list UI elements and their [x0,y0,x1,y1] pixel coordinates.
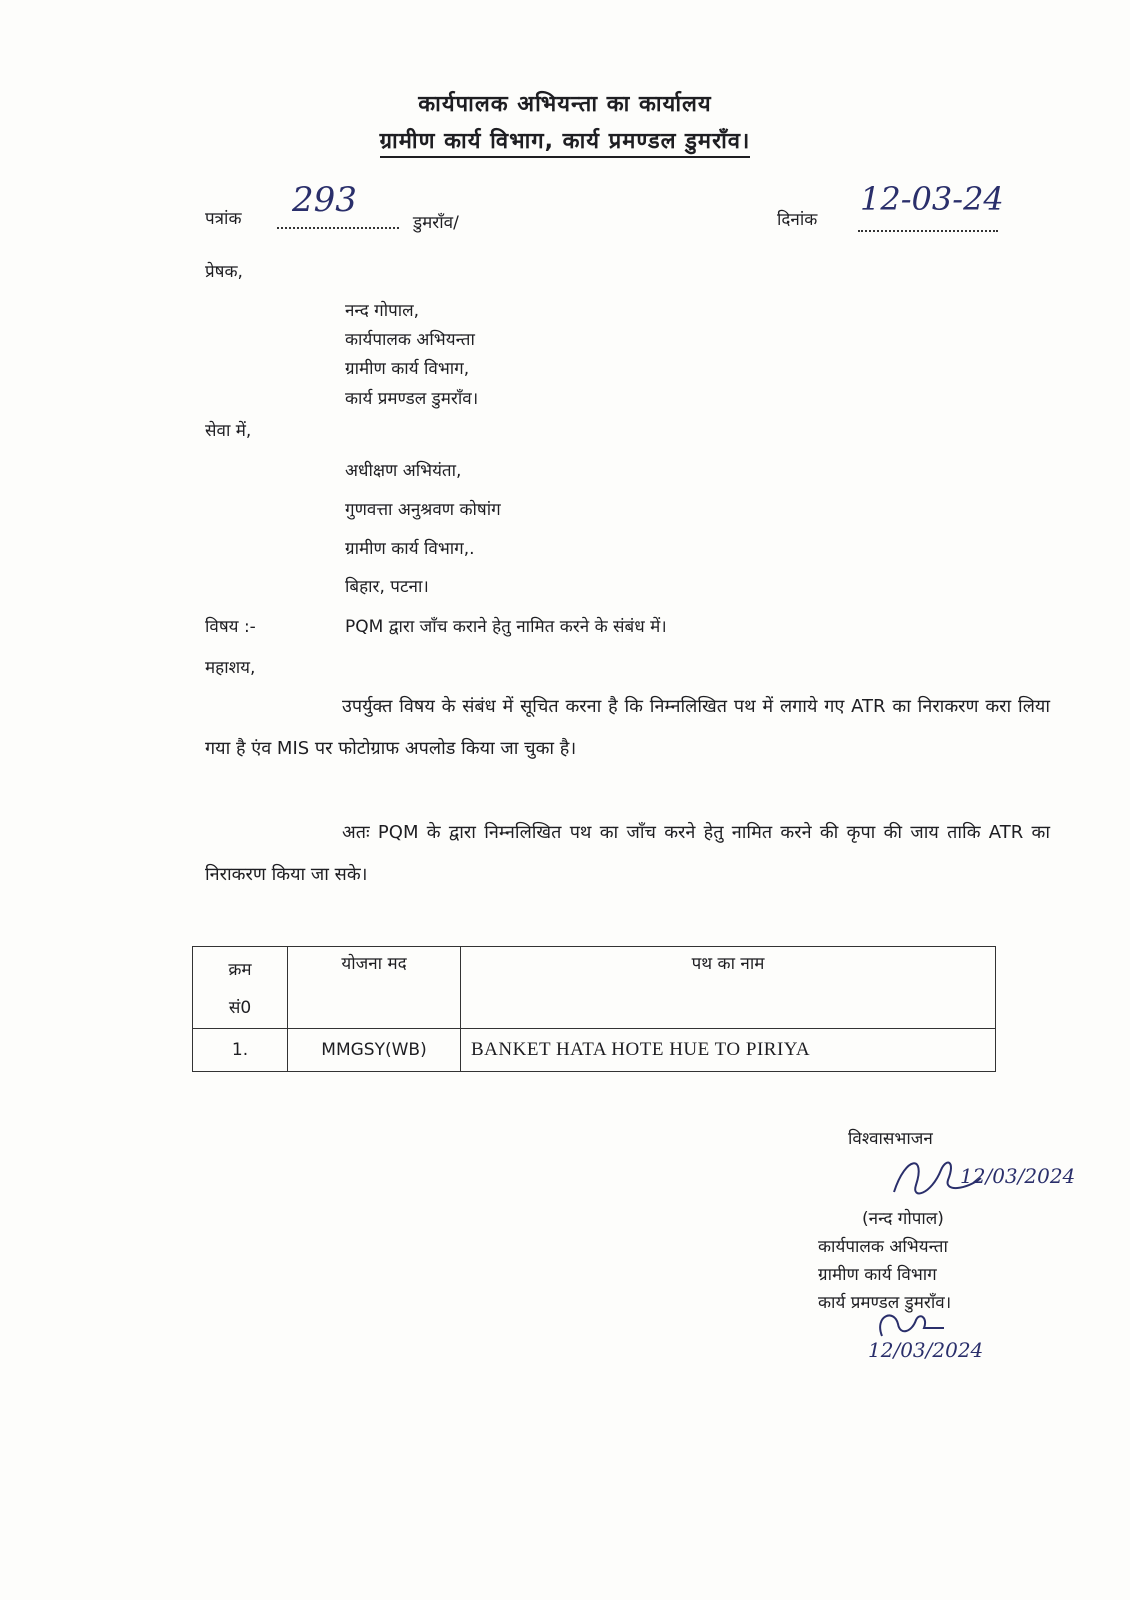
reference-label: पत्रांक [205,209,242,229]
recipient-line: ग्रामीण कार्य विभाग,. [345,539,475,559]
sender-line: कार्यपालक अभियन्ता [345,330,475,350]
office-title: कार्यपालक अभियन्ता का कार्यालय [418,92,712,117]
signatory-designation: कार्यपालक अभियन्ता [818,1237,948,1257]
header-road-name: पथ का नाम [461,947,996,1029]
subject-label: विषय :- [205,617,256,637]
cell-road-name: BANKET HATA HOTE HUE TO PIRIYA [461,1029,996,1072]
salutation: महाशय, [205,658,256,678]
second-signature-date: 12/03/2024 [868,1338,984,1362]
header-serial [193,947,288,1029]
body-paragraph-2: अतः PQM के द्वारा निम्नलिखित पथ का जाँच करने हेतु नामित करने की कृपा की जाय ताकि ATR का निराकरण किया जा सके। [205,822,1050,885]
reference-number: 293 [292,180,357,220]
header-scheme: योजना मद [288,947,461,1029]
department-title-text: ग्रामीण कार्य विभाग, कार्य प्रमण्डल डुमराँव। [380,129,751,158]
department-title [0,125,1130,155]
sender-label: प्रेषक, [205,262,243,282]
table-row [193,1029,996,1072]
recipient-line: गुणवत्ता अनुश्रवण कोषांग [345,500,501,520]
date-label: दिनांक [777,210,818,230]
reference-place: डुमराँव/ [413,213,459,233]
road-table [192,946,996,1072]
closing: विश्वासभाजन [848,1129,933,1149]
recipient-label: सेवा में, [205,421,252,441]
sender-line: नन्द गोपाल, [345,301,420,321]
cell-scheme: MMGSY(WB) [288,1029,461,1072]
signatory-division: कार्य प्रमण्डल डुमराँव। [818,1293,952,1313]
body-paragraph-1: उपर्युक्त विषय के संबंध में सूचित करना है कि निम्नलिखित पथ में लगाये गए ATR का निराकरण करा लिया गया है एंव MIS पर फोटोग्राफ अपलोड किया जा चुका है। [205,696,1050,759]
recipient-line: अधीक्षण अभियंता, [345,461,462,481]
signatory-name: (नन्द गोपाल) [862,1209,944,1229]
header-serial-line2: सं0 [228,998,252,1018]
recipient-line: बिहार, पटना। [345,577,429,597]
sender-line: ग्रामीण कार्य विभाग, [345,359,470,379]
table-header-row [193,947,996,1029]
subject-text: PQM द्वारा जाँच कराने हेतु नामित करने के संबंध में। [345,617,667,637]
header-serial-line1: क्रम [228,960,252,980]
cell-serial: 1. [193,1029,288,1072]
signature-date: 12/03/2024 [960,1164,1076,1188]
sender-line: कार्य प्रमण्डल डुमराँव। [345,389,479,409]
date-value: 12-03-24 [860,180,1004,218]
signatory-department: ग्रामीण कार्य विभाग [818,1265,937,1285]
